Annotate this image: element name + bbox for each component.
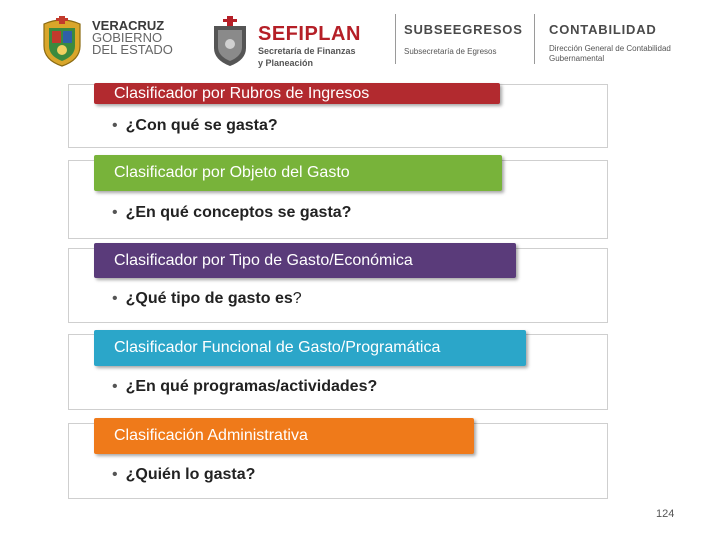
sefiplan-title: SEFIPLAN <box>258 23 361 45</box>
subsecretaria-desc: Subsecretaría de Egresos <box>404 47 497 56</box>
question-text: ¿En qué conceptos se gasta? <box>125 204 352 221</box>
classifier-item <box>68 330 608 410</box>
question-text: ¿Quién lo gasta? <box>125 466 256 483</box>
contabilidad-block <box>549 22 709 64</box>
veracruz-coat-of-arms-icon <box>38 14 86 68</box>
header <box>0 0 720 72</box>
classifier-question: • ¿Quién lo gasta? <box>112 466 256 483</box>
classifier-label: Clasificador por Rubros de Ingresos <box>114 84 370 102</box>
question-tail: ? <box>292 290 302 307</box>
veracruz-line1: VERACRUZ <box>92 18 165 33</box>
classifier-label: Clasificador por Tipo de Gasto/Económica <box>114 251 413 269</box>
sefiplan-sub2: y Planeación <box>258 58 314 68</box>
classifier-question: • ¿En qué programas/actividades? <box>112 378 378 395</box>
classifier-banner <box>94 83 500 104</box>
veracruz-line2: GOBIERNO <box>92 30 163 45</box>
classifier-question: • ¿Qué tipo de gasto es? <box>112 290 302 307</box>
contabilidad-title: CONTABILIDAD <box>549 22 657 37</box>
classifier-banner <box>94 418 474 454</box>
classifier-banner <box>94 155 502 191</box>
classifier-label: Clasificador Funcional de Gasto/Programática <box>114 339 441 356</box>
classifier-item <box>68 243 608 322</box>
sefiplan-sub1: Secretaría de Finanzas <box>258 46 356 56</box>
subsecretaria-block <box>404 22 523 56</box>
sefiplan-emblem-icon <box>208 14 252 68</box>
classifier-banner <box>94 243 516 278</box>
classifier-question: • ¿En qué conceptos se gasta? <box>112 204 352 221</box>
classifier-item <box>68 418 608 498</box>
header-divider <box>534 14 535 64</box>
page-number: 124 <box>656 508 675 520</box>
classifier-item <box>68 155 608 238</box>
classifier-item <box>68 80 608 148</box>
contabilidad-desc1: Dirección General de Contabilidad <box>549 44 671 53</box>
classifier-banner <box>94 330 526 366</box>
classifier-question: • ¿Con qué se gasta? <box>112 117 278 134</box>
sefiplan-text <box>258 24 361 68</box>
question-text: ¿Qué tipo de gasto es <box>125 290 293 307</box>
veracruz-line3: DEL ESTADO <box>92 42 173 57</box>
veracruz-gobierno-text <box>92 20 173 56</box>
classifier-label: Clasificación Administrativa <box>114 427 308 444</box>
header-divider <box>395 14 396 64</box>
question-text: ¿Con qué se gasta? <box>125 117 278 134</box>
subsecretaria-title: SUBSEEGRESOS <box>404 22 523 37</box>
question-text: ¿En qué programas/actividades? <box>125 378 378 395</box>
classifier-label: Clasificador por Objeto del Gasto <box>114 164 350 181</box>
contabilidad-desc2: Gubernamental <box>549 54 605 63</box>
